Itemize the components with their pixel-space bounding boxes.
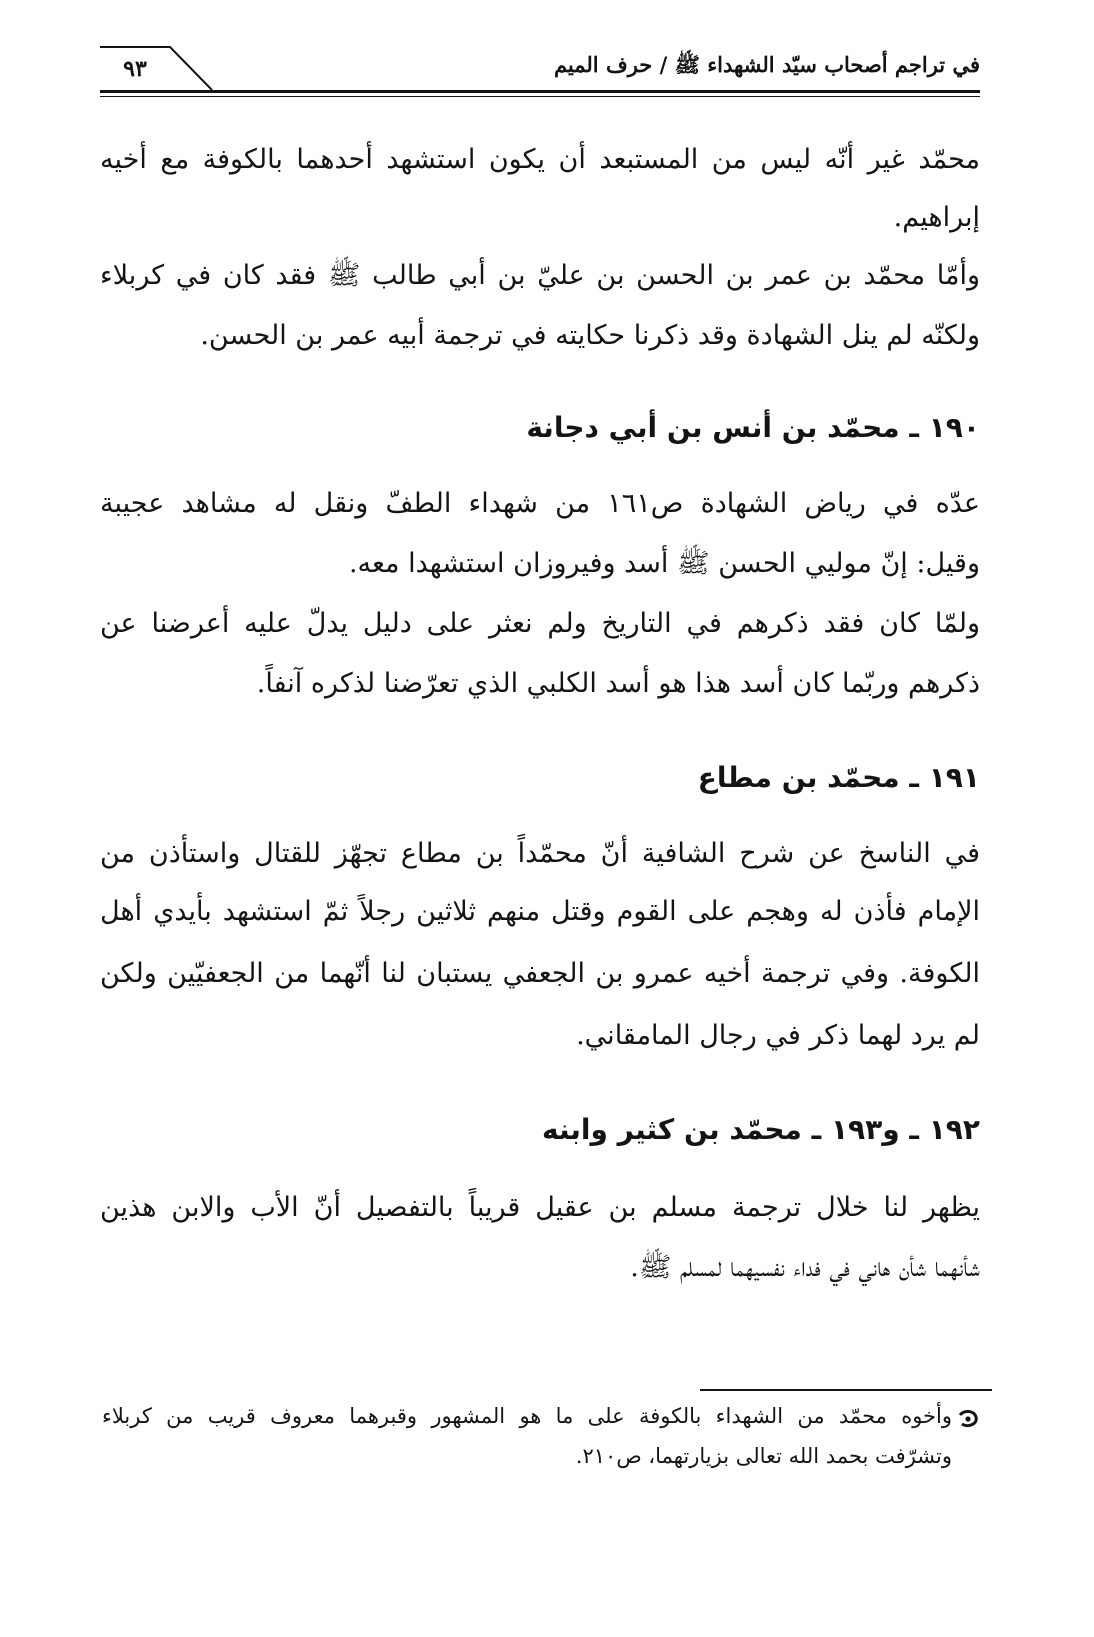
header-rule-thin <box>100 96 980 97</box>
paragraph-line: لم يرد لهما ذكر في رجال المامقاني. <box>576 1020 980 1051</box>
footnote-marker-icon <box>956 1408 980 1432</box>
paragraph-line: وقيل: إنّ موليي الحسن ﷺ أسد وفيروزان استشهدا معه. <box>348 548 980 579</box>
paragraph-line: في الناسخ عن شرح الشافية أنّ محمّداً بن مطاع تجهّز للقتال واستأذن من <box>100 838 980 869</box>
paragraph-line: وأمّا محمّد بن عمر بن الحسن بن عليّ بن أبي طالب ﷺ فقد كان في كربلاء <box>100 260 980 291</box>
entry-heading-191: ١٩١ ـ محمّد بن مطاع <box>697 761 980 794</box>
running-header-title: في تراجم أصحاب سيّد الشهداء ﷺ / حرف الميم <box>553 52 980 77</box>
paragraph-line: الكوفة. وفي ترجمة أخيه عمرو بن الجعفي يستبان لنا أنّهما من الجعفيّين ولكن <box>100 958 980 989</box>
paragraph-line: يظهر لنا خلال ترجمة مسلم بن عقيل قريباً بالتفصيل أنّ الأب والابن هذين <box>100 1192 980 1223</box>
footnote-line: وأخوه محمّد من الشهداء بالكوفة على ما هو المشهور وقبرهما معروف قريب من كربلاء <box>102 1404 952 1428</box>
paragraph-line: ذكرهم وربّما كان أسد هذا هو أسد الكلبي الذي تعرّضنا لذكره آنفاً. <box>256 668 980 699</box>
paragraph-line: الإمام فأذن له وهجم على القوم وقتل منهم ثلاثين رجلاً ثمّ استشهد بأيدي أهل <box>100 896 980 927</box>
paragraph-line: ولكنّه لم ينل الشهادة وقد ذكرنا حكايته في ترجمة أبيه عمر بن الحسن. <box>200 320 980 351</box>
paragraph-line: شأنهما شأن هاني في فداء نفسيهما لمسلم ﷺ. <box>630 1252 980 1283</box>
paragraph-line: إبراهيم. <box>893 202 980 233</box>
paragraph-line: محمّد غير أنّه ليس من المستبعد أن يكون استشهد أحدهما بالكوفة مع أخيه <box>100 144 980 175</box>
paragraph-line: عدّه في رياض الشهادة ص١٦١ من شهداء الطفّ ونقل له مشاهد عجيبة <box>100 488 981 519</box>
page-number: ٩٣ <box>123 56 147 82</box>
footnote-line: وتشرّفت بحمد الله تعالى بزيارتهما، ص٢١٠. <box>575 1444 952 1468</box>
entry-heading-190: ١٩٠ ـ محمّد بن أنس بن أبي دجانة <box>526 411 980 444</box>
header-rule-thick <box>100 90 980 93</box>
entry-heading-192-193: ١٩٢ ـ و١٩٣ ـ محمّد بن كثير وابنه <box>541 1113 980 1146</box>
footnote-rule <box>700 1389 992 1391</box>
paragraph-line: ولمّا كان فقد ذكرهم في التاريخ ولم نعثر على دليل يدلّ عليه أعرضنا عن <box>100 608 980 639</box>
page-number-tab <box>100 44 260 92</box>
